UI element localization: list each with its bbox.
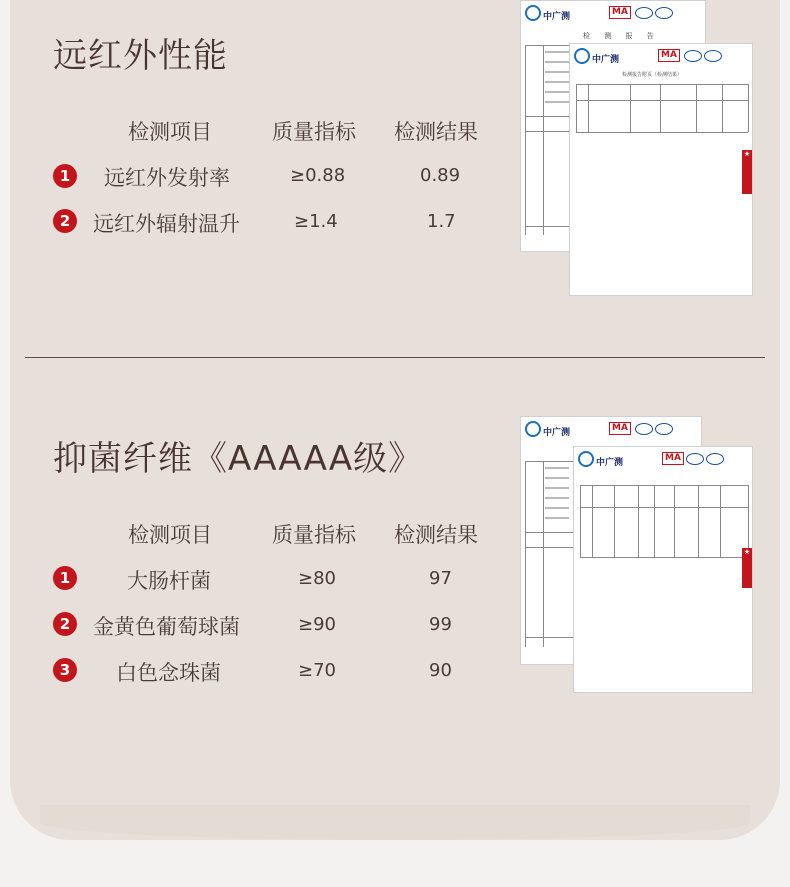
report-attachment-thumbnail xyxy=(573,446,753,693)
stamp-icon: ★ xyxy=(742,548,752,588)
report-brand: 中广测 xyxy=(592,55,620,65)
row-result: 97 xyxy=(429,568,452,589)
cnas-mark-icon xyxy=(635,423,653,435)
cnas-mark-icon xyxy=(635,7,653,19)
logo-icon xyxy=(574,48,590,64)
row-number-badge: 1 xyxy=(53,164,77,188)
cnas-mark-icon xyxy=(684,50,702,62)
row-standard: ≥0.88 xyxy=(290,165,346,186)
section-title-antibacterial: 抑菌纤维《AAAAA级》 xyxy=(53,439,424,479)
row-item: 远红外辐射温升 xyxy=(93,212,240,236)
row-standard: ≥70 xyxy=(298,660,336,681)
header-test-item: 检测项目 xyxy=(128,120,212,144)
card-bottom-shade xyxy=(40,805,750,840)
report-cover-heading: 检 测 报 告 xyxy=(583,32,660,40)
row-result: 99 xyxy=(429,614,452,635)
report-attachment-heading: 检测报告附页（检测结果） xyxy=(622,72,683,78)
row-item: 大肠杆菌 xyxy=(127,569,211,593)
ma-mark-icon: MA xyxy=(609,6,631,19)
cnas-mark-icon xyxy=(706,453,724,465)
row-number-badge: 1 xyxy=(53,566,77,590)
ma-mark-icon: MA xyxy=(609,422,631,435)
logo-icon xyxy=(525,5,541,21)
row-item: 白色念珠菌 xyxy=(116,661,221,685)
row-number-badge: 2 xyxy=(53,209,77,233)
cnas-mark-icon xyxy=(655,423,673,435)
row-standard: ≥80 xyxy=(298,568,336,589)
logo-icon xyxy=(578,451,594,467)
cnas-mark-icon xyxy=(655,7,673,19)
row-standard: ≥1.4 xyxy=(294,211,338,232)
row-item: 远红外发射率 xyxy=(104,166,230,190)
report-brand: 中广测 xyxy=(596,458,624,468)
section-title-far-infrared: 远红外性能 xyxy=(53,36,228,76)
row-result: 90 xyxy=(429,660,452,681)
logo-icon xyxy=(525,421,541,437)
row-number-badge: 3 xyxy=(53,658,77,682)
row-standard: ≥90 xyxy=(298,614,336,635)
header-test-result: 检测结果 xyxy=(394,120,478,144)
cnas-mark-icon xyxy=(686,453,704,465)
row-item: 金黄色葡萄球菌 xyxy=(93,615,240,639)
header-quality-index: 质量指标 xyxy=(272,523,356,547)
cnas-mark-icon xyxy=(704,50,722,62)
section-divider xyxy=(25,357,765,358)
report-attachment-thumbnail xyxy=(569,43,753,296)
ma-mark-icon: MA xyxy=(662,452,684,465)
report-brand: 中广测 xyxy=(543,428,571,438)
header-test-result: 检测结果 xyxy=(394,523,478,547)
header-test-item: 检测项目 xyxy=(128,523,212,547)
stamp-icon: ★ xyxy=(742,150,752,194)
report-brand: 中广测 xyxy=(543,12,571,22)
row-result: 1.7 xyxy=(427,211,456,232)
row-result: 0.89 xyxy=(420,165,461,186)
ma-mark-icon: MA xyxy=(658,49,680,62)
row-number-badge: 2 xyxy=(53,612,77,636)
header-quality-index: 质量指标 xyxy=(272,120,356,144)
